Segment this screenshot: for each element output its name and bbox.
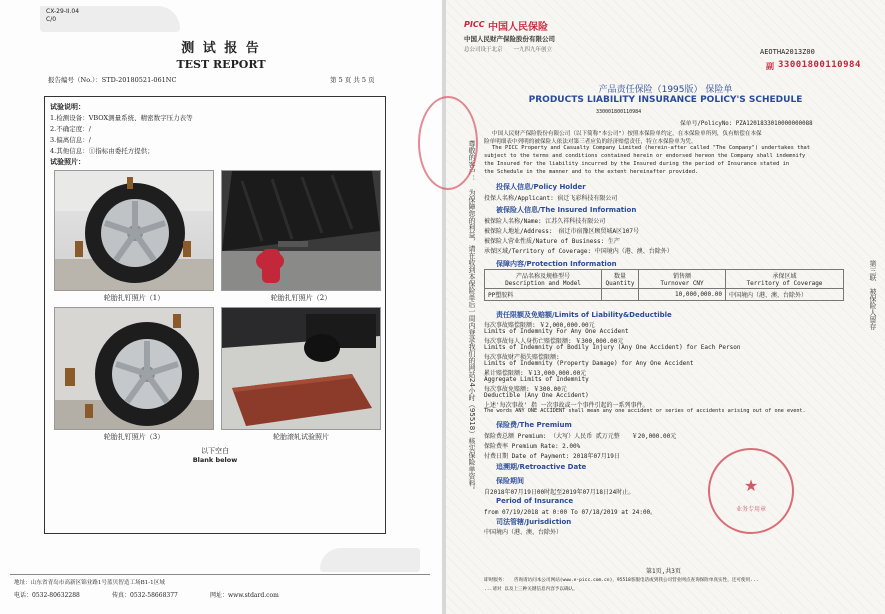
preamble-line: the Insured for the liability incurred by the Insured during the period of Insurance stated in bbox=[484, 161, 790, 167]
section-period-cn: 保险期间 bbox=[496, 477, 524, 485]
table-header-territory: 承保区域 Territory of Coverage bbox=[726, 270, 844, 289]
section-period-en: Period of Insurance bbox=[496, 497, 574, 505]
report-title-cn: 测 试 报 告 bbox=[181, 41, 261, 56]
small-code: 330001800110984 bbox=[596, 109, 642, 115]
table-row bbox=[485, 289, 844, 301]
report-title-en: TEST REPORT bbox=[176, 58, 266, 71]
tire-with-nails-photo bbox=[54, 307, 214, 430]
footer-website: 网址：www.stdard.com bbox=[210, 592, 279, 599]
train-watermark-bottom bbox=[320, 548, 420, 572]
period-line-cn: 自2018年07月19日00时起至2019年07月18日24时止。 bbox=[484, 489, 635, 496]
section-policy-holder: 投保人信息/Policy Holder bbox=[496, 183, 586, 191]
photo-caption-1: 轮胎扎钉照片（1） bbox=[103, 294, 165, 302]
limit-line: Limits of Indemnity For Any One Accident bbox=[484, 328, 629, 335]
photo-caption-4: 轮胎滚轧试验照片 bbox=[273, 433, 329, 441]
report-number: 报告编号（No.）：STD-20180521-061NC bbox=[48, 76, 177, 84]
form-code: AEOTHA2013Z00 bbox=[760, 48, 815, 56]
limit-line: 每次事故免赔额: ￥300.00元 bbox=[484, 386, 567, 393]
test-report-page bbox=[0, 0, 442, 614]
limit-line: 每次事故赔偿限额: ￥2,000,000.00元 bbox=[484, 322, 595, 329]
preamble-line: 险单明细表中列明的被保险人依法对第三者应负的经济赔偿责任，特立本保险单为凭。 bbox=[484, 139, 697, 145]
brand-name-cn: 中国人民保险 bbox=[488, 22, 548, 33]
limit-line: Deductible (Any One Accident) bbox=[484, 392, 589, 399]
jurisdiction-line: 中国境内（港、澳、台除外） bbox=[484, 529, 563, 536]
footer-fax: 传真：0532-58668377 bbox=[112, 592, 178, 599]
tire-nail-closeup-photo bbox=[221, 170, 381, 291]
section-jurisdiction: 司法管辖/Jurisdiction bbox=[496, 518, 572, 526]
page-info: 第 5 页 共 5 页 bbox=[330, 76, 375, 84]
copy-label: 副 bbox=[766, 62, 774, 71]
nail-closeup-icon bbox=[222, 171, 380, 290]
limit-line: 上述'每次事故' 指 一次事故或一个事件引起的一系列事件。 bbox=[484, 402, 649, 409]
star-icon: ★ bbox=[743, 476, 759, 495]
cell-territory: 中国境内（港、澳、台除外） bbox=[726, 289, 844, 301]
cell-product: PP塑胶料 bbox=[485, 289, 602, 301]
tire-icon bbox=[55, 171, 213, 290]
section-insured: 被保险人信息/The Insured Information bbox=[496, 206, 637, 214]
limit-line: Limits of Indemnity of Bodily Injury (Any One Accident) for Each Person bbox=[484, 344, 741, 351]
preamble-line: subject to the terms and conditions contained herein or endorsed hereon the Company shall indemnify bbox=[484, 153, 806, 159]
cell-quantity bbox=[602, 289, 639, 301]
page-mark: 第1页,共3页 bbox=[646, 568, 681, 575]
note-line-3: 3.偏离信息：/ bbox=[50, 136, 91, 144]
note-line-1: 1.检测设备：VBOX测量系统、精密数字压力表等 bbox=[50, 114, 193, 122]
policy-number: 保单号/PolicyNo: PZA1201833010000000088 bbox=[680, 121, 813, 127]
footer-note: 即时服务： 咨询请访问本公司网站(www.e-picc.com.cn)，95518客服电话或到我公司营业网点查询保险单真实性，还可使用... bbox=[484, 578, 759, 583]
limit-line: The words ANY ONE ACCIDENT shall mean any one accident or series of accidents arising out of one event. bbox=[484, 408, 806, 414]
preamble-line: the Schedule in the manner and to the extent hereinafter provided. bbox=[484, 169, 699, 175]
tire-with-nails-photo bbox=[54, 170, 214, 291]
table-header-description: 产品名称及规格型号 Description and Model bbox=[485, 270, 602, 289]
section-protection: 保障内容/Protection Information bbox=[496, 260, 617, 268]
policy-title-en: PRODUCTS LIABILITY INSURANCE POLICY'S SCHEDULE bbox=[528, 95, 803, 105]
period-line-en: from 07/19/2018 at 0:00 To 07/18/2019 at 24:00。 bbox=[484, 509, 657, 516]
customer-notice-vertical: 尊敬的客户： 为保障您的利益，请在收到本保险单后一周内登录我们的网站24小时（95518）核实保险单资料。 bbox=[468, 140, 476, 494]
preamble-line: 中国人民财产保险股份有限公司（以下简称"本公司"）按照本保险单约定，在本保险单所列，负有赔偿在本保 bbox=[492, 131, 762, 137]
photos-heading: 试验照片： bbox=[50, 157, 85, 166]
footer-address: 地址：山东省青岛市高新区锦业路1号蓝贝智造工场B1-1区域 bbox=[14, 580, 165, 586]
note-line-4: 4.其他信息：①指标由委托方提供； bbox=[50, 147, 154, 155]
partial-seal-stamp bbox=[418, 96, 478, 190]
insurance-policy-page bbox=[446, 0, 885, 614]
product-table bbox=[484, 269, 844, 301]
note-line-2: 2.不确定度：/ bbox=[50, 125, 91, 133]
photo-caption-2: 轮胎扎钉照片（2） bbox=[270, 294, 332, 302]
payment-date: 付费日期 Date of Payment: 2018年07月19日 bbox=[484, 453, 620, 460]
policy-title-cn: 产品责任保险（1995版） 保险单 bbox=[598, 85, 733, 95]
picc-logo: PICC bbox=[464, 20, 485, 29]
photo-caption-3: 轮胎扎钉照片（3） bbox=[103, 433, 165, 441]
premium-rate: 保险费率 Premium Rate: 2.00% bbox=[484, 443, 581, 450]
section-premium: 保险费/The Premium bbox=[496, 421, 572, 429]
copy-type-vertical: 第三联 被保险人留存 bbox=[869, 260, 877, 330]
table-header-turnover: 销售额 Turnover CNY bbox=[639, 270, 726, 289]
notes-heading: 试验说明： bbox=[50, 102, 85, 111]
seal-label: 业务专用章 bbox=[735, 506, 766, 513]
limit-line: 每次事故财产损失赔偿限额: bbox=[484, 354, 560, 361]
footer-phone: 电话：0532-80632288 bbox=[14, 592, 80, 599]
corner-code-2: C/0 bbox=[46, 16, 57, 23]
table-header-quantity: 数量 Quantity bbox=[602, 270, 639, 289]
serial-number: 33001800110984 bbox=[778, 60, 861, 70]
insured-address: 被保险人地址/Address: 宿迁市宿豫区顾贸城A区107号 bbox=[484, 228, 639, 235]
footer-note: ...请对 以及上三种关键信息内容予以确认。 bbox=[484, 587, 578, 592]
applicant-name: 投保人名称/Applicant: 宿迁飞彩科技有限公司 bbox=[484, 195, 618, 202]
limit-line: 累计赔偿限额: ￥13,000,000.00元 bbox=[484, 370, 587, 377]
tire-icon bbox=[55, 308, 213, 429]
car-icon bbox=[222, 308, 380, 429]
company-seal-stamp bbox=[708, 448, 794, 534]
insured-name: 被保险人名称/Name: 江苏久祥科技有限公司 bbox=[484, 218, 606, 225]
blank-below-cn: 以下空白 bbox=[201, 447, 229, 455]
section-limits: 责任限额及免赔额/Limits of Liability&Deductible bbox=[496, 311, 672, 319]
nature-of-business: 被保险人营业性质/Nature of Business: 生产 bbox=[484, 238, 620, 245]
limit-line: Aggregate Limits of Indemnity bbox=[484, 376, 589, 383]
territory-of-coverage: 承保区域/Territory of Coverage: 中国境内（港、澳、台除外） bbox=[484, 248, 673, 255]
blank-below-en: Blank below bbox=[192, 456, 238, 464]
car-on-board-photo bbox=[221, 307, 381, 430]
corner-code: CX-29-II.04 bbox=[46, 8, 80, 15]
section-retroactive: 追溯期/Retroactive Date bbox=[496, 463, 587, 471]
limit-line: Limits of Indemnity (Property Damage) for Any One Accident bbox=[484, 360, 694, 367]
cell-turnover: 10,000,000.00 bbox=[639, 289, 726, 301]
company-subtitle: 总公司设于北京 一九四九年创立 bbox=[464, 47, 553, 53]
premium-amount: 保险费总额 Premium: （大写）人民币 贰万元整 ￥20,000.00元 bbox=[484, 433, 677, 440]
preamble-line: The PICC Property and Casualty Company Limited (herein-after called "The Company") undertakes that bbox=[492, 145, 811, 151]
limit-line: 每次事故每人人身伤亡赔偿限额: ￥300,000.00元 bbox=[484, 338, 624, 345]
company-name-cn: 中国人民财产保险股份有限公司 bbox=[464, 35, 555, 43]
footer-divider bbox=[10, 574, 430, 575]
